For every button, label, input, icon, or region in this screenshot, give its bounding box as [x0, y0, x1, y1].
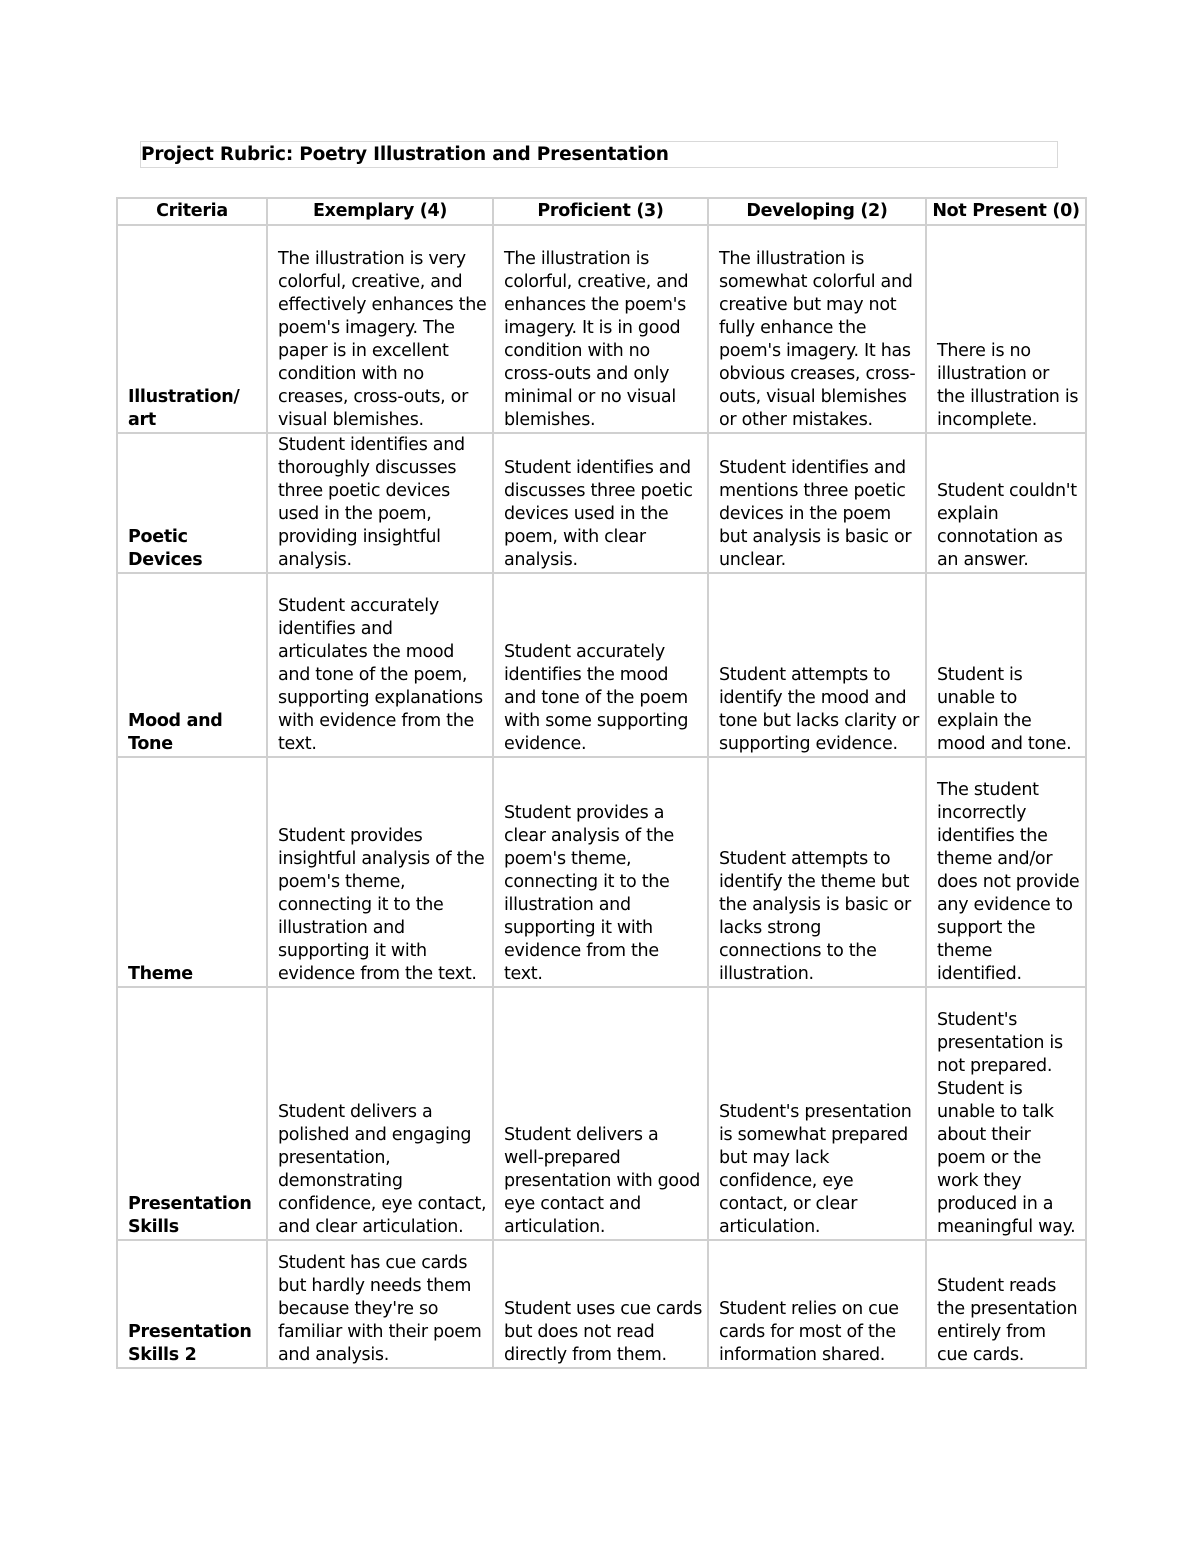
table-row: [117, 573, 1086, 757]
table-row: [117, 987, 1086, 1240]
proficient-cell: The illustration is colorful, creative, and enhances the poem's imagery. It is in good condition with no cross-outs and only minimal or no visual blemishes.: [493, 225, 708, 433]
proficient-cell: Student uses cue cards but does not read directly from them.: [493, 1240, 708, 1368]
table-row: [117, 225, 1086, 433]
header-not-present: Not Present (0): [926, 198, 1086, 225]
exemplary-cell: The illustration is very colorful, creative, and effectively enhances the poem's imagery. The paper is in excellent condition with no creases, cross-outs, or visual blemishes.: [267, 225, 493, 433]
proficient-cell: Student identifies and discusses three poetic devices used in the poem, with clear analysis.: [493, 433, 708, 573]
proficient-cell: Student provides a clear analysis of the poem's theme, connecting it to the illustration and supporting it with evidence from the text.: [493, 757, 708, 987]
developing-cell: Student relies on cue cards for most of the information shared.: [708, 1240, 926, 1368]
exemplary-cell: Student delivers a polished and engaging presentation, demonstrating confidence, eye contact, and clear articulation.: [267, 987, 493, 1240]
developing-cell: Student attempts to identify the mood and tone but lacks clarity or supporting evidence.: [708, 573, 926, 757]
proficient-cell: Student delivers a well-prepared presentation with good eye contact and articulation.: [493, 987, 708, 1240]
rubric-table: [116, 197, 1087, 1369]
page-title: Project Rubric: Poetry Illustration and Presentation: [141, 144, 669, 165]
header-criteria: Criteria: [117, 198, 267, 225]
not-present-cell: Student is unable to explain the mood and tone.: [926, 573, 1086, 757]
table-row: [117, 1240, 1086, 1368]
not-present-cell: Student couldn't explain connotation as an answer.: [926, 433, 1086, 573]
header-proficient: Proficient (3): [493, 198, 708, 225]
not-present-cell: Student reads the presentation entirely from cue cards.: [926, 1240, 1086, 1368]
criteria-cell: Mood and Tone: [117, 573, 267, 757]
developing-cell: Student attempts to identify the theme but the analysis is basic or lacks strong connections to the illustration.: [708, 757, 926, 987]
not-present-cell: There is no illustration or the illustration is incomplete.: [926, 225, 1086, 433]
criteria-cell: Presentation Skills 2: [117, 1240, 267, 1368]
not-present-cell: The student incorrectly identifies the theme and/or does not provide any evidence to support the theme identified.: [926, 757, 1086, 987]
criteria-cell: Theme: [117, 757, 267, 987]
developing-cell: Student identifies and mentions three poetic devices in the poem but analysis is basic or unclear.: [708, 433, 926, 573]
header-row: [117, 198, 1086, 225]
header-developing: Developing (2): [708, 198, 926, 225]
header-exemplary: Exemplary (4): [267, 198, 493, 225]
exemplary-cell: Student has cue cards but hardly needs them because they're so familiar with their poem and analysis.: [267, 1240, 493, 1368]
criteria-cell: Presentation Skills: [117, 987, 267, 1240]
proficient-cell: Student accurately identifies the mood and tone of the poem with some supporting evidence.: [493, 573, 708, 757]
developing-cell: The illustration is somewhat colorful and creative but may not fully enhance the poem's imagery. It has obvious creases, cross-outs, visual blemishes or other mistakes.: [708, 225, 926, 433]
criteria-cell: Illustration/ art: [117, 225, 267, 433]
table-row: [117, 757, 1086, 987]
not-present-cell: Student's presentation is not prepared. Student is unable to talk about their poem or the work they produced in a meaningful way.: [926, 987, 1086, 1240]
exemplary-cell: Student provides insightful analysis of the poem's theme, connecting it to the illustration and supporting it with evidence from the text.: [267, 757, 493, 987]
title-box: [140, 141, 1058, 168]
exemplary-cell: Student accurately identifies and articulates the mood and tone of the poem, supporting explanations with evidence from the text.: [267, 573, 493, 757]
table-row: [117, 433, 1086, 573]
developing-cell: Student's presentation is somewhat prepared but may lack confidence, eye contact, or clear articulation.: [708, 987, 926, 1240]
criteria-cell: Poetic Devices: [117, 433, 267, 573]
exemplary-cell: Student identifies and thoroughly discusses three poetic devices used in the poem, providing insightful analysis.: [267, 433, 493, 573]
